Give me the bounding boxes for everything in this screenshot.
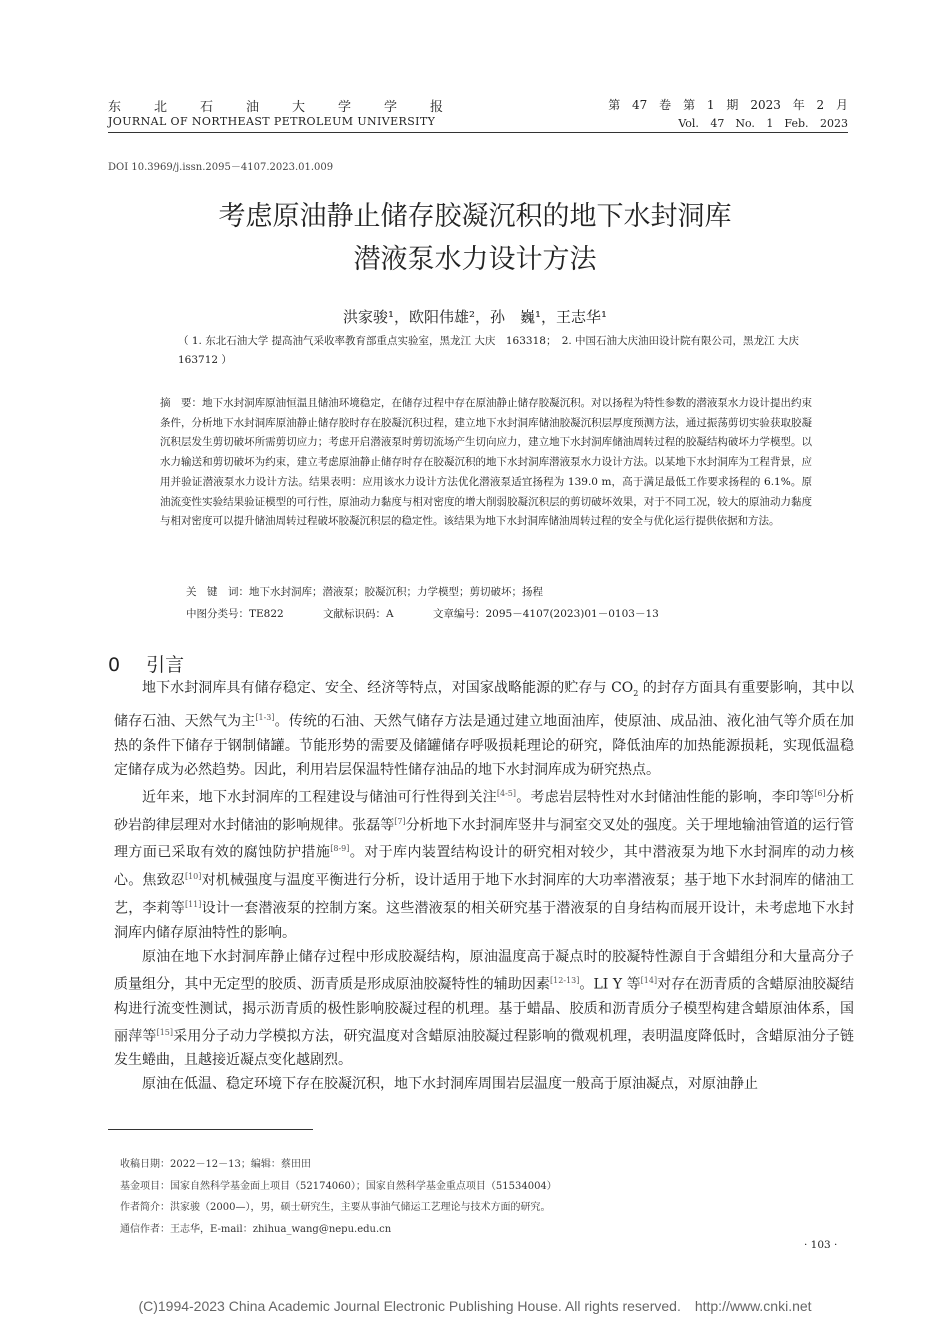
footnotes [120, 1154, 860, 1240]
footnote-rule [108, 1129, 313, 1130]
abstract-text: 摘 要：地下水封洞库原油恒温且储油环境稳定，在储存过程中存在原油静止储存胶凝沉积。对以扬程为特性参数的潜液泵水力设计提出约束条件，分析地下水封洞库原油静止储存胶时存在胶凝沉积过程，建立地下水封洞库储油胶凝沉积层厚度预测方法，通过振荡剪切实验获取胶凝沉积层发生剪切破坏所需剪切应力；考虑开启潜液泵时剪切流场产生切向应力，建立地下水封洞库储油周转过程的胶凝结构破坏力学模型。以水力输送和剪切破坏为约束，建立考虑原油静止储存时存在胶凝沉积的地下水封洞库潜液泵水力设计方法。以某地下水封洞库为工程背景，应用并验证潜液泵水力设计方法。结果表明：应用该水力设计方法优化潜液泵适宜扬程为 139.0 m，高于满足最低工作要求扬程的 6.1%。原油流变性实验结果验证模型的可行性，原油动力黏度与相对密度的增大削弱胶凝沉积层的剪切破坏效果，对于不同工况，较大的原油动力黏度与相对密度可以提升储油周转过程破坏胶凝沉积层的稳定性。该结果为地下水封洞库储油周转过程的安全与优化运行提供依据和方法。 [160, 397, 812, 528]
section-number: 0 [108, 654, 121, 676]
body-text-run: 。传统的石油、天然气储存方法是通过建立地面油库，使原油、成品油、液化油气等介质在加热的条件下储存于钢制储罐。节能形势的需要及储罐储存呼吸损耗理论的研究，降低油库的加热能源损耗，实现低温稳定储存成为必然趋势。因此，利用岩层保温特性储存油品的地下水封洞库成为研究热点。 [114, 713, 855, 778]
body-paragraph [114, 782, 854, 945]
doi: DOI 10.3969/j.issn.2095－4107.2023.01.009 [108, 162, 334, 173]
citation-ref: [7] [394, 816, 406, 826]
citation-ref: [12-13] [550, 975, 580, 985]
classification-line [186, 606, 812, 621]
authors: 洪家骏¹，欧阳伟雄²，孙 巍¹，王志华¹ [342, 308, 608, 326]
body-text-run: 的封存方面具有重要影响，其中以储存石油、天然气为主 [114, 680, 855, 730]
body-paragraph [114, 676, 854, 782]
body-text-run: 对机械强度与温度平衡进行分析，设计适用于地下水封洞库的大功率潜液泵；基于地下水封洞库的储油工艺，李莉等 [114, 872, 855, 917]
paper-title-line-1: 考虑原油静止储存胶凝沉积的地下水封洞库 [218, 201, 732, 232]
citation-ref: [6] [814, 788, 826, 798]
body-text-run: 近年来，地下水封洞库的工程建设与储油可行性得到关注 [142, 789, 497, 806]
paper-title-line-2: 潜液泵水力设计方法 [353, 244, 597, 275]
footnote-funding: 基金项目：国家自然科学基金面上项目（52174060）；国家自然科学基金重点项目（51534004） [120, 1180, 557, 1192]
journal-name-en: JOURNAL OF NORTHEAST PETROLEUM UNIVERSITY [108, 115, 436, 128]
section-title: 引言 [146, 654, 185, 676]
body-text-run: 原油在地下水封洞库静止储存过程中形成胶凝结构，原油温度高于凝点时的胶凝特性源自于含蜡组分和大量高分子质量组分，其中无定型的胶质、沥青质是形成原油胶凝特性的辅助因素 [114, 948, 854, 993]
body-text-run: 分析砂岩韵律层理对水封储油的影响规律。张磊等 [114, 789, 855, 834]
body-text [114, 676, 854, 1097]
document-code: 文献标识码：A [323, 608, 394, 620]
body-text-run: 原油在低温、稳定环境下存在胶凝沉积，地下水封洞库周围岩层温度一般高于原油凝点，对原油静止 [142, 1076, 758, 1093]
citation-ref: [1-3] [255, 712, 275, 722]
body-paragraph [114, 945, 854, 1073]
clc-number: 中图分类号：TE822 [186, 608, 284, 620]
footnote-author-bio: 作者简介：洪家骏（2000—），男，硕士研究生，主要从事油气储运工艺理论与技术方面的研究。 [120, 1202, 551, 1213]
body-text-run: 地下水封洞库具有储存稳定、安全、经济等特点，对国家战略能源的贮存与 CO [142, 680, 634, 696]
body-text-run: 采用分子动力学模拟方法，研究温度对含蜡原油胶凝过程影响的微观机理，表明温度降低时，含蜡原油分子链发生蜷曲，且越接近凝点变化越剧烈。 [114, 1028, 855, 1069]
body-text-run: 对存在沥青质的含蜡原油胶凝结构进行流变性测试，揭示沥青质的极性影响胶凝过程的机理。基于蜡晶、胶质和沥青质分子模型构建含蜡原油体系，国丽萍等 [114, 976, 855, 1045]
abstract [160, 394, 812, 532]
footnote-received: 收稿日期：2022－12－13；编辑：蔡田田 [120, 1159, 311, 1170]
body-text-run: 设计一套潜液泵的控制方案。这些潜液泵的相关研究基于潜液泵的自身结构而展开设计，未考虑地下水封洞库内储存原油特性的影响。 [114, 900, 855, 941]
body-text-run: 。LI Y 等 [579, 976, 641, 993]
body-text-run: 。对于库内装置结构设计的研究相对较少，其中潜液泵为地下水封洞库的动力核心。焦致忍 [114, 844, 855, 889]
keywords: 关 键 词：地下水封洞库；潜液泵；胶凝沉积；力学模型；剪切破坏；扬程 [186, 586, 543, 598]
body-text-run: 。考虑岩层特性对水封储油性能的影响，李印等 [516, 789, 815, 806]
journal-name-cn: 东北石油大学学报 [108, 100, 477, 115]
article-number: 文章编号：2095－4107(2023)01－0103－13 [433, 608, 659, 620]
citation-ref: [4-5] [496, 788, 516, 798]
citation-ref: [14] [640, 975, 658, 985]
section-heading [108, 650, 184, 677]
paper-title [0, 195, 950, 281]
citation-ref: [10] [184, 872, 202, 882]
subscript: 2 [633, 688, 639, 698]
copyright-notice: (C)1994-2023 China Academic Journal Electronic Publishing House. All rights reserved. http://www.cnki.net [138, 1298, 812, 1314]
running-header [108, 96, 848, 133]
issue-info-cn: 第 47 卷 第 1 期 2023 年 2 月 [608, 98, 848, 112]
page-number: · 103 · [804, 1239, 838, 1251]
issue-info-en: Vol. 47 No. 1 Feb. 2023 [678, 117, 848, 130]
citation-ref: [8-9] [330, 844, 350, 854]
footnote-corresponding: 通信作者：王志华，E-mail：zhihua_wang@nepu.edu.cn [120, 1223, 392, 1235]
citation-ref: [11] [184, 899, 202, 909]
citation-ref: [15] [156, 1027, 173, 1037]
affiliations: （ 1. 东北石油大学 提高油气采收率教育部重点实验室，黑龙江 大庆 163318； 2. 中国石油大庆油田设计院有限公司，黑龙江 大庆 163712 ） [178, 335, 810, 366]
body-paragraph [114, 1072, 854, 1096]
body-text-run: 分析地下水封洞库竖井与洞室交叉处的强度。关于埋地输油管道的运行管理方面已采取有效的腐蚀防护措施 [114, 817, 855, 861]
